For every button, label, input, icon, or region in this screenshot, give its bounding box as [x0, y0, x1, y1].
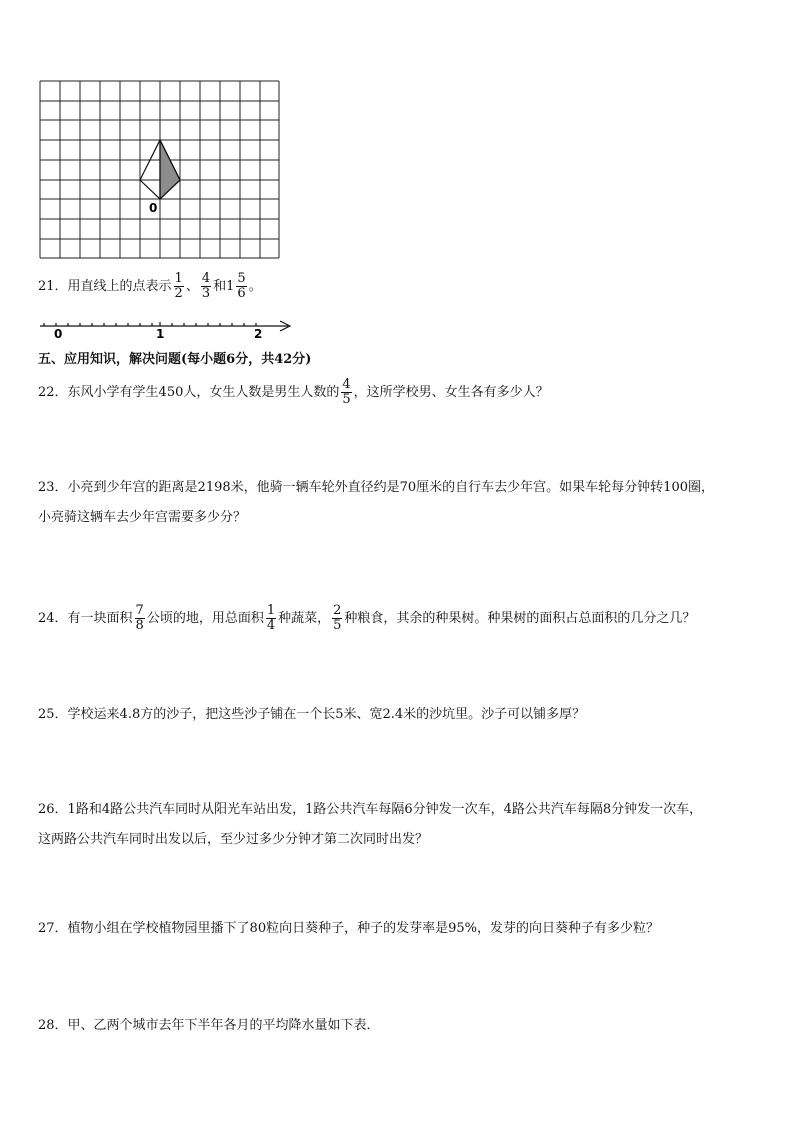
question-25: 25．学校运来4.8方的沙子，把这些沙子铺在一个长5米、宽2.4米的沙坑里。沙子可以铺多厚？ [38, 707, 586, 722]
q22-text: 22．东风小学有学生450人，女生人数是男生人数的 [38, 385, 340, 400]
q21-text: 21．用直线上的点表示 [38, 279, 172, 294]
grid-figure [30, 72, 290, 267]
question-23-line-2: 小亮骑这辆车去少年宫需要多少分？ [38, 510, 247, 525]
kite-shape [140, 140, 180, 199]
fraction-7-8: $\frac{7}{8}$ [135, 603, 144, 633]
q21-sep2: 和 [213, 279, 227, 294]
mixed-number-1-5-6: 1 $\frac{5}{6}$ [226, 271, 246, 301]
question-23-line-1: 23．小亮到少年宫的距离是2198米，他骑一辆车轮外直径约是70厘米的自行车去少年宫。如果车轮每分钟转100圈， [38, 480, 714, 495]
fraction-2-5: $\frac{2}{5}$ [333, 603, 342, 633]
fraction-1-2: $\frac{1}{2}$ [174, 271, 183, 301]
question-28: 28．甲、乙两个城市去年下半年各月的平均降水量如下表． [38, 1018, 380, 1033]
question-26-line-1: 26．1路和4路公共汽车同时从阳光车站出发，1路公共汽车每隔6分钟发一次车，4路公共汽车每隔8分钟发一次车， [38, 802, 703, 817]
q21-suffix: 。 [248, 279, 262, 294]
question-21 [38, 272, 262, 301]
q24-text: 24．有一块面积 [38, 611, 133, 626]
number-line-label-1: 1 [156, 327, 165, 341]
number-line [36, 314, 298, 342]
question-24 [38, 604, 695, 633]
question-26-line-2: 这两路公共汽车同时出发以后，至少过多少分钟才第二次同时出发？ [38, 832, 429, 847]
fraction-4-3: $\frac{4}{3}$ [201, 271, 211, 301]
origin-label: 0 [149, 201, 158, 215]
question-22 [38, 378, 549, 407]
fraction-1-4: $\frac{1}{4}$ [266, 603, 276, 633]
q24-mid2: 种蔬菜， [278, 611, 331, 626]
q24-suffix: 种粮食，其余的种果树。种果树的面积占总面积的几分之几？ [344, 611, 696, 626]
number-line-label-0: 0 [54, 327, 63, 341]
number-line-label-2: 2 [254, 327, 263, 341]
q21-sep1: 、 [185, 279, 199, 294]
section-5-heading: 五、应用知识，解决问题(每小题6分，共42分) [38, 352, 312, 367]
question-27: 27．植物小组在学校植物园里播下了80粒向日葵种子，种子的发芽率是95%，发芽的向日葵种子有多少粒？ [38, 921, 659, 936]
q22-suffix: ，这所学校男、女生各有多少人？ [353, 385, 549, 400]
q24-mid1: 公顷的地，用总面积 [146, 611, 264, 626]
fraction-4-5: $\frac{4}{5}$ [342, 377, 351, 407]
